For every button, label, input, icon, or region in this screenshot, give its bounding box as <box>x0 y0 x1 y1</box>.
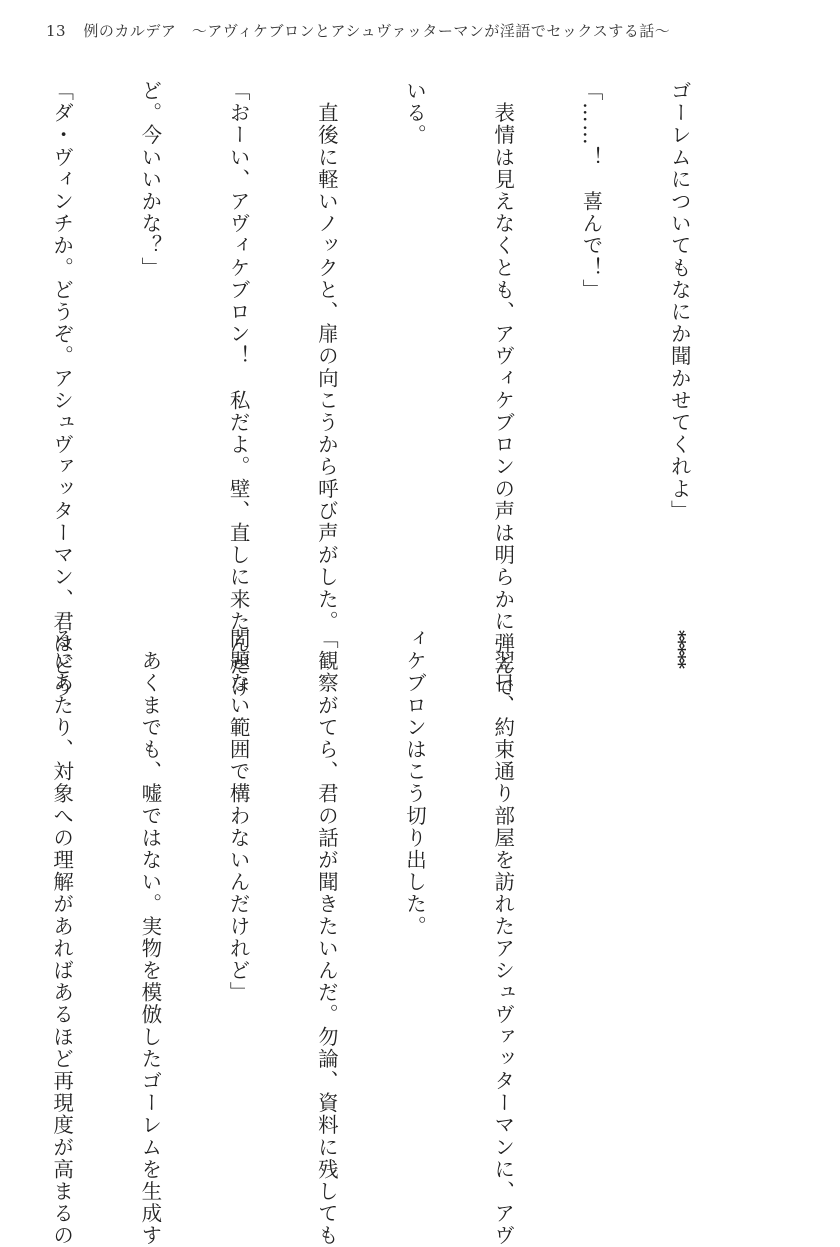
text-column: 「観察がてら、君の話が聞きたいんだ。勿論、資料に残しても <box>314 628 339 1247</box>
text-column: ゴーレムについてもなにか聞かせてくれよ」 <box>667 80 692 522</box>
text-column: 「ダ・ヴィンチか。どうぞ。アシュヴァッターマン、君はどう <box>49 80 74 699</box>
text-column: 表情は見えなくとも、アヴィケブロンの声は明らかに弾んで <box>490 80 515 699</box>
text-column: ィケブロンはこう切り出した。 <box>402 628 427 938</box>
text-column: 「……！ 喜んで！」 <box>578 80 603 301</box>
text-column: 「おーい、アヴィケブロン！ 私だよ。壁、直しに来たんだけ <box>226 80 251 699</box>
text-column: ど。今いいかな？」 <box>137 80 162 279</box>
page-number: 13 <box>46 22 67 40</box>
text-column: あくまでも、嘘ではない。実物を模倣したゴーレムを生成す <box>137 628 162 1247</box>
text-column: 直後に軽いノックと、扉の向こうから呼び声がした。 <box>314 80 339 633</box>
blank-column <box>576 628 605 1128</box>
text-column: るにあたり、対象への理解があればあるほど再現度が高まるの <box>49 628 74 1247</box>
book-title: 例のカルデア ～アヴィケブロンとアシュヴァッターマンが淫語でセックスする話～ <box>83 22 671 40</box>
running-header <box>46 20 670 41</box>
text-column: 問題ない範囲で構わないんだけれど」 <box>226 628 251 1004</box>
scene-break-asterisks: ***** <box>668 630 690 668</box>
text-column: 翌日、約束通り部屋を訪れたアシュヴァッターマンに、アヴ <box>490 628 515 1247</box>
text-tier-top <box>0 80 752 699</box>
text-column: いる。 <box>402 80 427 147</box>
text-tier-bottom <box>0 628 752 1247</box>
